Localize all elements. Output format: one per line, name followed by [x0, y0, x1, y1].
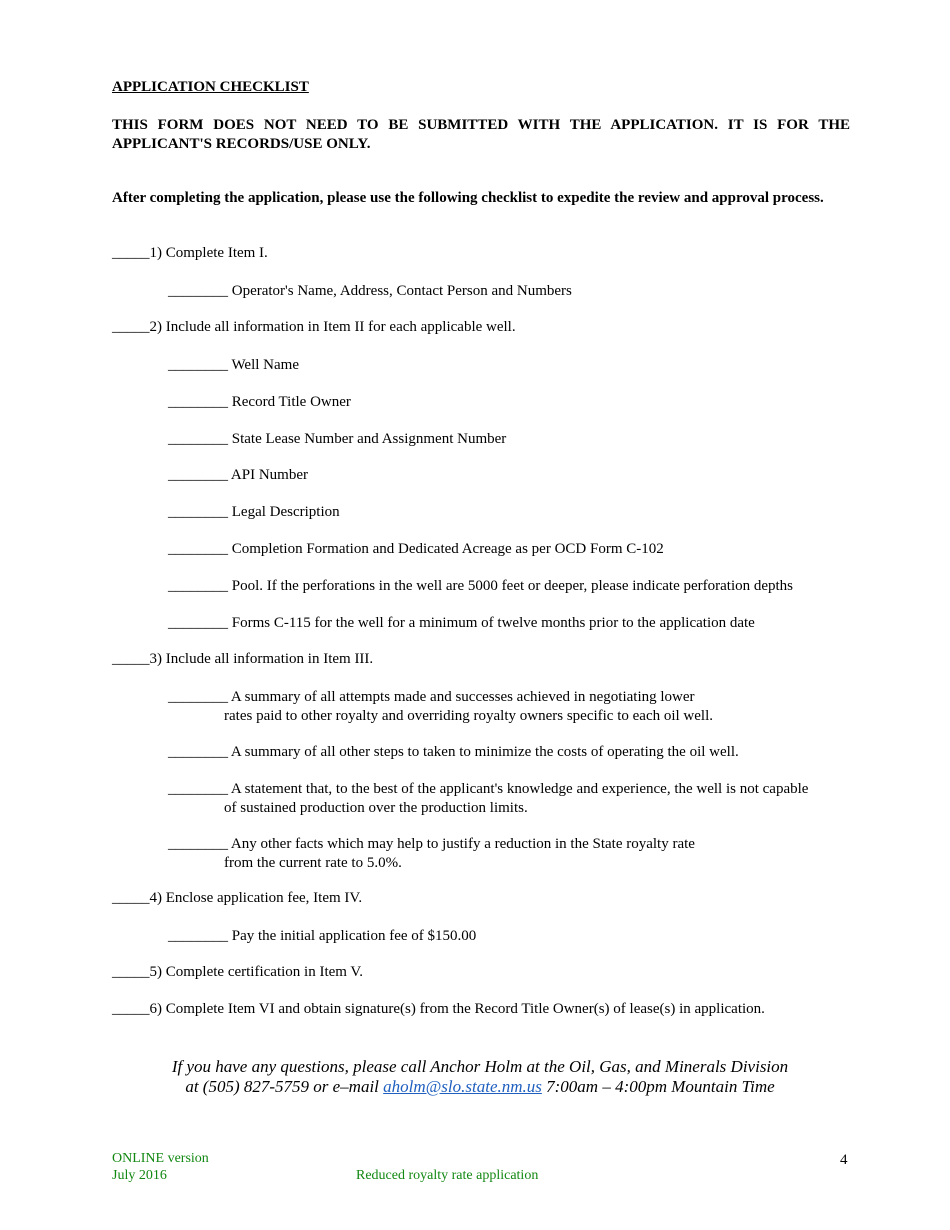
subitem-line-1: ________ A statement that, to the best of the applicant's knowledge and experience, the well is not capable: [168, 781, 809, 797]
contact-line-2-suffix: 7:00am – 4:00pm Mountain Time: [541, 1077, 775, 1096]
subitem-line-2: from the current rate to 5.0%.: [224, 855, 402, 871]
contact-info: [0, 1057, 950, 1097]
checklist-item-4: _____4) Enclose application fee, Item IV.: [112, 890, 363, 906]
checklist-item-6: _____6) Complete Item VI and obtain signature(s) from the Record Title Owner(s) of lease(s) in application.: [112, 1001, 765, 1017]
footer-version: ONLINE version: [112, 1151, 209, 1166]
footer-date: July 2016: [112, 1168, 167, 1183]
checklist-subitem: [168, 688, 713, 726]
subitem-line-1: ________ A summary of all attempts made and successes achieved in negotiating lower: [168, 689, 695, 705]
checklist-subitem: ________ Pay the initial application fee of $150.00: [168, 928, 477, 944]
checklist-subitem: ________ API Number: [168, 467, 308, 483]
page-number: 4: [840, 1152, 848, 1168]
checklist-subitem: ________ Well Name: [168, 357, 299, 373]
page-title: APPLICATION CHECKLIST: [112, 79, 309, 95]
checklist-subitem: [168, 743, 739, 762]
checklist-subitem: [168, 780, 808, 818]
checklist-item-1: _____1) Complete Item I.: [112, 245, 268, 261]
checklist-subitem: [168, 835, 695, 873]
subitem-line-2: of sustained production over the production limits.: [224, 800, 528, 816]
notice-line-1: THIS FORM DOES NOT NEED TO BE SUBMITTED WITH THE APPLICATION. IT IS FOR THE: [112, 117, 850, 133]
intro-text: After completing the application, please use the following checklist to expedite the review and approval process.: [112, 190, 824, 206]
notice-line-2: APPLICANT'S RECORDS/USE ONLY.: [112, 136, 371, 152]
contact-line-2-prefix: at (505) 827-5759 or e–mail: [185, 1077, 384, 1096]
contact-line-2: [0, 1077, 950, 1097]
checklist-subitem: ________ State Lease Number and Assignment Number: [168, 431, 507, 447]
checklist-subitem: ________ Forms C-115 for the well for a minimum of twelve months prior to the application date: [168, 615, 755, 631]
checklist-item-5: _____5) Complete certification in Item V.: [112, 964, 364, 980]
notice: [112, 116, 850, 154]
checklist-subitem: ________ Operator's Name, Address, Contact Person and Numbers: [168, 283, 572, 299]
checklist-item-2: _____2) Include all information in Item II for each applicable well.: [112, 319, 516, 335]
checklist-subitem: ________ Record Title Owner: [168, 394, 351, 410]
subitem-line-2: rates paid to other royalty and overriding royalty owners specific to each oil well.: [224, 708, 714, 724]
footer-doc-name: Reduced royalty rate application: [356, 1168, 539, 1183]
subitem-line-1: ________ A summary of all other steps to taken to minimize the costs of operating the oil well.: [168, 744, 739, 760]
email-link[interactable]: aholm@slo.state.nm.us: [383, 1077, 542, 1096]
checklist-subitem: ________ Legal Description: [168, 504, 340, 520]
subitem-line-1: ________ Any other facts which may help to justify a reduction in the State royalty rate: [168, 836, 695, 852]
checklist-item-3: _____3) Include all information in Item III.: [112, 651, 374, 667]
checklist-subitem: ________ Completion Formation and Dedicated Acreage as per OCD Form C-102: [168, 541, 664, 557]
checklist-subitem: ________ Pool. If the perforations in the well are 5000 feet or deeper, please indicate perforation depths: [168, 578, 794, 594]
contact-line-1: If you have any questions, please call Anchor Holm at the Oil, Gas, and Minerals Division: [171, 1057, 789, 1076]
